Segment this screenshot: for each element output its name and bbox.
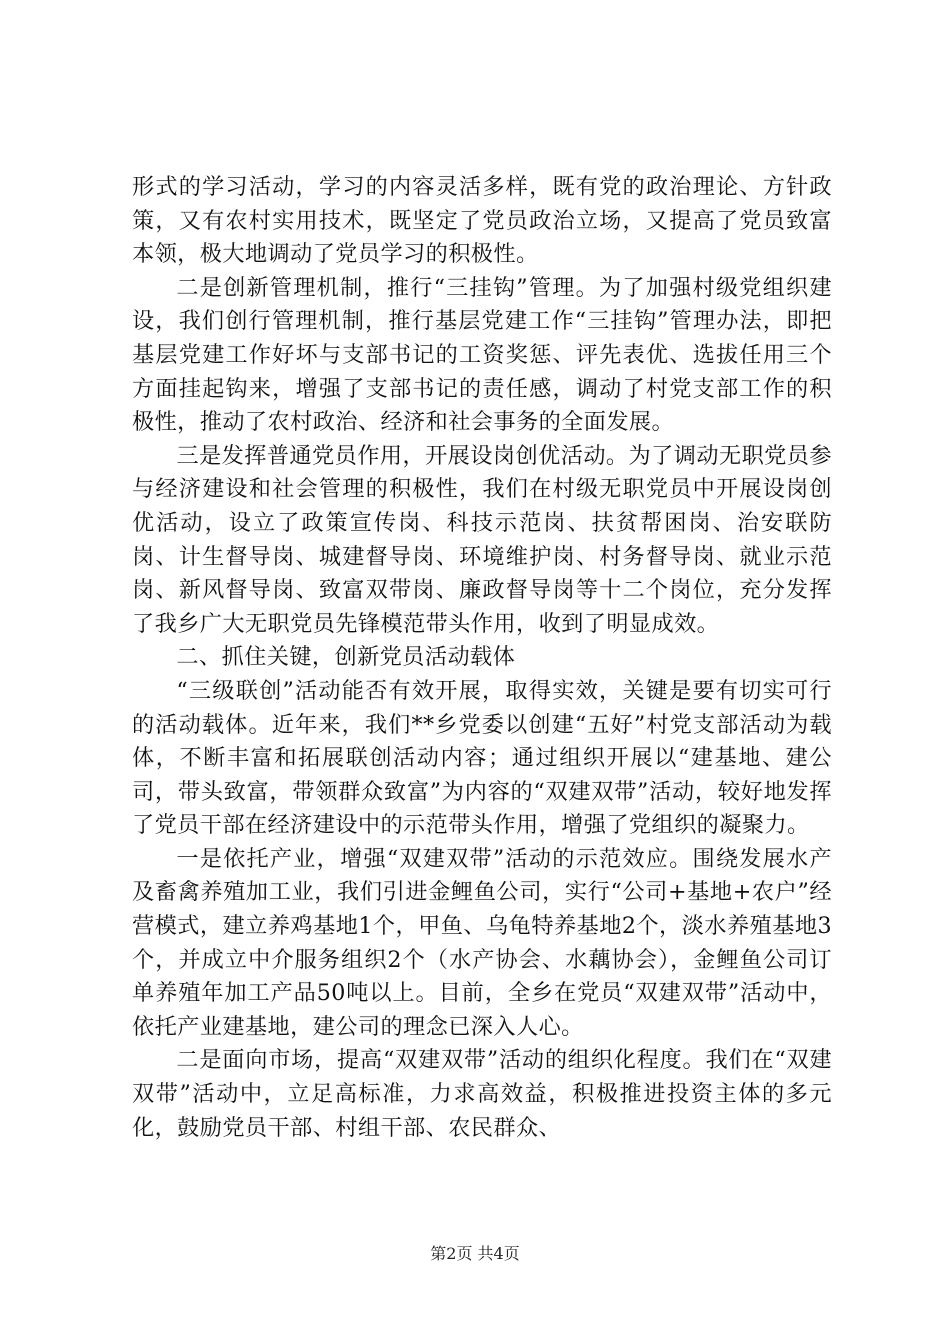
section-heading: 二、抓住关键，创新党员活动载体 [176,644,516,671]
paragraph-5: “三级联创”活动能否有效开展，取得实效，关键是要有切实可行的活动载体。近年来，我们**乡党委以创建“五好”村党支部活动为载体，不断丰富和拓展联创活动内容；通过组织开展以“建基地、建公司，带头致富，带领群众致富”为内容的“双建双带”活动，较好地发挥了党员干部在经济建设中的示范带头作用，增强了党组织的凝聚力。 [132,677,832,839]
page-number-footer: 第2页 共4页 [430,1244,520,1263]
paragraph-6: 一是依托产业，增强“双建双带”活动的示范效应。围绕发展水产及畜禽养殖加工业，我们引进金鲤鱼公司，实行“公司+基地+农户”经营模式，建立养鸡基地1个，甲鱼、乌龟特养基地2个，淡水养殖基地3个，并成立中介服务组织2个（水产协会、水藕协会），金鲤鱼公司订单养殖年加工产品50吨以上。目前，全乡在党员“双建双带”活动中，依托产业建基地，建公司的理念已深入人心。 [132,845,832,1040]
document-body [132,171,832,1145]
paragraph-2: 二是创新管理机制，推行“三挂钩”管理。为了加强村级党组织建设，我们创行管理机制，推行基层党建工作“三挂钩”管理办法，即把基层党建工作好坏与支部书记的工资奖惩、评先表优、选拔任用三个方面挂起钩来，增强了支部书记的责任感，调动了村党支部工作的积极性，推动了农村政治、经济和社会事务的全面发展。 [132,274,832,436]
paragraph-3: 三是发挥普通党员作用，开展设岗创优活动。为了调动无职党员参与经济建设和社会管理的积极性，我们在村级无职党员中开展设岗创优活动，设立了政策宣传岗、科技示范岗、扶贫帮困岗、治安联防岗、计生督导岗、城建督导岗、环境维护岗、村务督导岗、就业示范岗、新风督导岗、致富双带岗、廉政督导岗等十二个岗位，充分发挥了我乡广大无职党员先锋模范带头作用，收到了明显成效。 [132,442,832,637]
paragraph-7: 二是面向市场，提高“双建双带”活动的组织化程度。我们在“双建双带”活动中，立足高标准，力求高效益，积极推进投资主体的多元化，鼓励党员干部、村组干部、农民群众、 [132,1047,832,1141]
paragraph-1: 形式的学习活动，学习的内容灵活多样，既有党的政治理论、方针政策，又有农村实用技术，既坚定了党员政治立场，又提高了党员致富本领，极大地调动了党员学习的积极性。 [132,174,832,268]
